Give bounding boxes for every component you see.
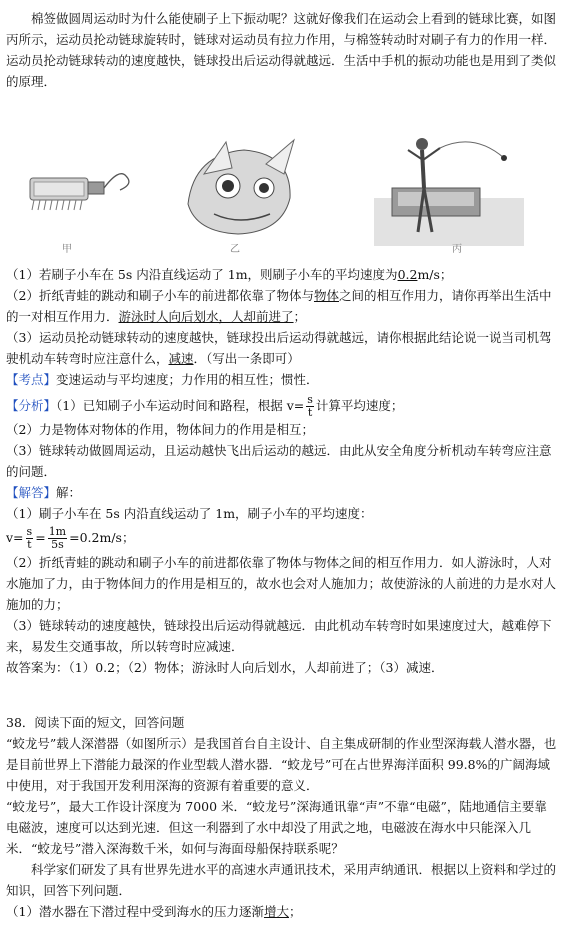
figure-label-yi: 乙 [230, 244, 240, 255]
q38-title: 38．阅读下面的短文，回答问题 [6, 715, 185, 730]
q1-answer: 0.2 [397, 267, 418, 282]
q2-answer-1: 物体 [313, 288, 339, 303]
q38-sub-question-1: （1）潜水器在下潜过程中受到海水的压力逐渐增大； [6, 904, 302, 919]
figure-label-bing: 丙 [452, 244, 462, 255]
fenxi-tag: 【分析】 [6, 398, 57, 413]
jieda-step-3: （3）链球转动的速度越快，链球投出后运动得就越远．由此机动车转弯时如果速度过大，越难停下来，易发生交通事故，所以转弯时应减速． [6, 618, 552, 654]
q38-paragraph-2: “蛟龙号”，最大工作设计深度为 7000 米．“蛟龙号”深海通讯靠“声”不靠“电磁”，陆地通信主要靠电磁波，速度可以达到光速．但这一利器到了水中却没了用武之地，电磁波在海水中只能深入几米．“蛟龙号”潜入深海数千米，如何与海面母船保持联系呢？ [6, 799, 547, 856]
jieda-step-1: （1）刷子小车在 5s 内沿直线运动了 1m，刷子小车的平均速度： [6, 506, 373, 521]
q38-paragraph-3: 科学家们研发了具有世界先进水平的高速水声通讯技术，采用声纳通讯．根据以上资料和学过的知识，回答下列问题． [6, 862, 557, 898]
jieda-heading: 【解答】解： [6, 485, 82, 500]
question-3: （3）运动员抡动链球转动的速度越快，链球投出后运动得就越远，请你根据此结论说一说当司机驾驶机动车转弯时应注意什么，减速．（写出一条即可） [6, 330, 552, 366]
figure-row [6, 128, 558, 258]
q2-answer-2: 游泳时人向后划水，人却前进了 [118, 309, 294, 324]
jieda-equation: v= $\frac{s}{t}$ = $\frac{1m}{5s}$ =0.2m/s； [6, 525, 135, 551]
intro-text: 棉签做圆周运动时为什么能使刷子上下振动呢？这就好像我们在运动会上看到的链球比赛，如图丙所示，运动员抡动链球旋转时，链球对运动员有拉力作用，与棉签转动时对刷子有力的作用一样．运动员抡动链球转动的速度越快，链球投出后运动得就越远．生活中手机的振动功能也是用到了类似的原理． [6, 11, 557, 89]
fenxi-line-2: （2）力是物体对物体的作用，物体间力的作用是相互； [6, 422, 314, 437]
question-38-block [6, 712, 558, 922]
q38-paragraph-1: “蛟龙号”载人深潜器（如图所示）是我国首台自主设计、自主集成研制的作业型深海载人潜水器，也是目前世界上下潜能力最深的作业型载人潜水器．“蛟龙号”可在占世界海洋面积 99.8%的广阔海域中使用，对于我国开发利用深海的资源有着重要的意义． [6, 736, 557, 793]
final-answer: 故答案为：（1）0.2；（2）物体；游泳时人向后划水，人却前进了；（3）减速． [6, 660, 444, 675]
figure-label-jia: 甲 [62, 244, 72, 255]
q38-sub1-answer: 增大 [263, 904, 289, 919]
jieda-step-2: （2）折纸青蛙的跳动和刷子小车的前进都依靠了物体与物体之间的相互作用力．如人游泳时，人对水施加了力，由于物体间力的作用是相互的，故水也会对人施加力；故使游泳的人前进的力是水对人施加的力； [6, 555, 557, 612]
paper-frog-figure [174, 134, 304, 244]
q3-answer: 减速 [168, 351, 194, 366]
hammer-throw-figure [374, 128, 524, 246]
question-1: （1）若刷子小车在 5s 内沿直线运动了 1m，则刷子小车的平均速度为0.2m/s； [6, 267, 453, 282]
brush-car-figure [24, 148, 144, 228]
question-2: （2）折纸青蛙的跳动和刷子小车的前进都依靠了物体与物体之间的相互作用力，请你再举出生活中的一对相互作用力．游泳时人向后划水，人却前进了； [6, 288, 552, 324]
velocity-formula-fraction: $\frac{s}{t}$ [307, 393, 313, 419]
jieda-tag: 【解答】 [6, 485, 57, 500]
fenxi-line-3: （3）链球转动做圆周运动，且运动越快飞出后运动的越远．由此从安全角度分析机动车转弯应注意的问题． [6, 443, 552, 479]
kaodian: 【考点】变速运动与平均速度；力作用的相互性；惯性． [6, 372, 319, 387]
questions-block [6, 264, 558, 678]
intro-paragraph [6, 8, 558, 92]
fenxi-line-1: 【分析】（1）已知刷子小车运动时间和路程，根据 v= $\frac{s}{t}$ 计算平均速度； [6, 393, 404, 419]
kaodian-tag: 【考点】 [6, 372, 57, 387]
